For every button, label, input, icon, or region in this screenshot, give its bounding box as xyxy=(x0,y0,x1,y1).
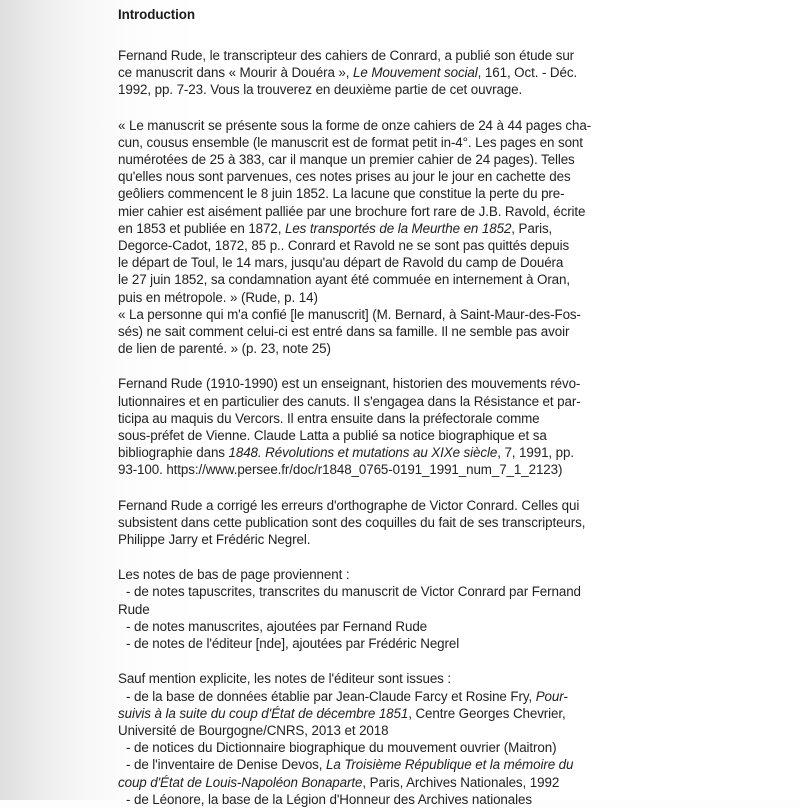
text-line: « Le manuscrit se présente sous la forme de onze cahiers de 24 à 44 pages cha- xyxy=(118,117,592,133)
journal-title: Le Mouvement social xyxy=(353,65,478,81)
journal-title: 1848. Révolutions et mutations au XIXe siècle xyxy=(228,445,498,461)
text-line: le 27 juin 1852, sa condamnation ayant été commuée en internement à Oran, xyxy=(118,272,570,288)
text-line: Université de Bourgogne/CNRS, 2013 et 2018 xyxy=(118,722,389,738)
text-line: Les notes de bas de page proviennent : xyxy=(118,567,350,583)
biography-paragraph xyxy=(118,375,666,478)
text-line: mier cahier est aisément palliée par une brochure fort rare de J.B. Ravold, écrite xyxy=(118,203,586,219)
page-heading: Introduction xyxy=(118,7,195,22)
text-segment: , Paris, Archives Nationales, 1992 xyxy=(362,774,560,790)
text-line: Degorce-Cadot, 1872, 85 p.. Conrard et Ravold ne se sont pas quittés depuis xyxy=(118,238,570,254)
book-title: coup d'État de Louis-Napoléon Bonaparte xyxy=(118,774,363,790)
book-title: Les transportés de la Meurthe en 1852 xyxy=(284,220,512,236)
text-line xyxy=(118,444,666,461)
editor-notes-paragraph xyxy=(118,670,666,808)
text-line: geôliers commencent le 8 juin 1852. La lacune que constitue la perte du pre- xyxy=(118,186,565,202)
text-line xyxy=(118,220,666,237)
list-item: - de notes manuscrites, ajoutées par Fernand Rude xyxy=(126,618,428,634)
text-line: cun, cousus ensemble (le manuscrit est de format petit in-4°. Les pages en sont xyxy=(118,134,583,150)
text-line: subsistent dans cette publication sont des coquilles du fait de ses transcripteurs, xyxy=(118,514,586,530)
book-title: suivis à la suite du coup d'État de décembre 1851 xyxy=(118,705,409,721)
text-line: Philippe Jarry et Frédéric Negrel. xyxy=(118,532,311,548)
text-line: Sauf mention explicite, les notes de l'éditeur sont issues : xyxy=(118,671,451,687)
list-item xyxy=(118,688,666,705)
book-title: La Troisième République et la mémoire du xyxy=(326,757,574,773)
text-line: le départ de Toul, le 14 mars, jusqu'au départ de Ravold du camp de Douéra xyxy=(118,255,564,271)
text-line: 1992, pp. 7-23. Vous la trouverez en deuxième partie de cet ouvrage. xyxy=(118,82,523,98)
text-line: puis en métropole. » (Rude, p. 14) xyxy=(118,289,318,305)
text-segment: ce manuscrit dans « Mourir à Douéra », xyxy=(118,65,354,81)
text-line xyxy=(118,64,666,81)
quote-paragraph xyxy=(118,117,666,358)
text-line: qu'elles nous sont parvenues, ces notes prises au jour le jour en cachette des xyxy=(118,169,571,185)
footnotes-sources-paragraph xyxy=(118,566,666,652)
page-content xyxy=(118,6,666,808)
text-segment: , Paris, xyxy=(511,220,553,236)
text-segment: , Centre Georges Chevrier, xyxy=(408,705,566,721)
list-item: - de notes tapuscrites, transcrites du manuscrit de Victor Conrard par Fernand xyxy=(126,584,581,600)
text-line xyxy=(118,774,666,791)
list-item: - de notices du Dictionnaire biographique du mouvement ouvrier (Maitron) xyxy=(126,740,557,756)
text-segment: bibliographie dans xyxy=(118,445,229,461)
text-line: lutionnaires et en particulier des canuts. Il s'engagea dans la Résistance et par- xyxy=(118,393,581,409)
text-line: Fernand Rude a corrigé les erreurs d'orthographe de Victor Conrard. Celles qui xyxy=(118,497,580,513)
text-segment: - de l'inventaire de Denise Devos, xyxy=(126,757,327,773)
text-line xyxy=(118,705,666,722)
text-line: sés) ne sait comment celui-ci est entré dans sa famille. Il ne semble pas avoir xyxy=(118,324,570,340)
corrections-paragraph xyxy=(118,497,666,549)
text-line: numérotées de 25 à 383, car il manque un premier cahier de 24 pages). Telles xyxy=(118,152,575,168)
text-line: 93-100. https://www.persee.fr/doc/r1848_0765-0191_1991_num_7_1_2123) xyxy=(118,462,563,478)
text-line: Fernand Rude (1910-1990) est un enseignant, historien des mouvements révo- xyxy=(118,376,581,392)
text-line: ticipa au maquis du Vercors. Il entra ensuite dans la préfectorale comme xyxy=(118,410,540,426)
text-segment: , 7, 1991, pp. xyxy=(497,445,574,461)
text-line: Rude xyxy=(118,601,150,617)
text-segment: - de la base de données établie par Jean-Claude Farcy et Rosine Fry, xyxy=(126,688,536,704)
book-title: Pour- xyxy=(535,688,568,704)
list-item: - de Léonore, la base de la Légion d'Honneur des Archives nationales xyxy=(126,791,532,807)
list-item xyxy=(118,756,666,773)
text-line: de lien de parenté. » (p. 23, note 25) xyxy=(118,341,331,357)
list-item: - de notes de l'éditeur [nde], ajoutées par Frédéric Negrel xyxy=(126,636,460,652)
text-line: sous-préfet de Vienne. Claude Latta a publié sa notice biographique et sa xyxy=(118,428,547,444)
intro-paragraph xyxy=(118,47,666,99)
text-segment: , 161, Oct. - Déc. xyxy=(477,65,578,81)
text-line: « La personne qui m'a confié [le manuscrit] (M. Bernard, à Saint-Maur-des-Fos- xyxy=(118,306,581,322)
text-segment: en 1853 et publiée en 1872, xyxy=(118,220,285,236)
text-line: Fernand Rude, le transcripteur des cahiers de Conrard, a publié son étude sur xyxy=(118,48,575,63)
